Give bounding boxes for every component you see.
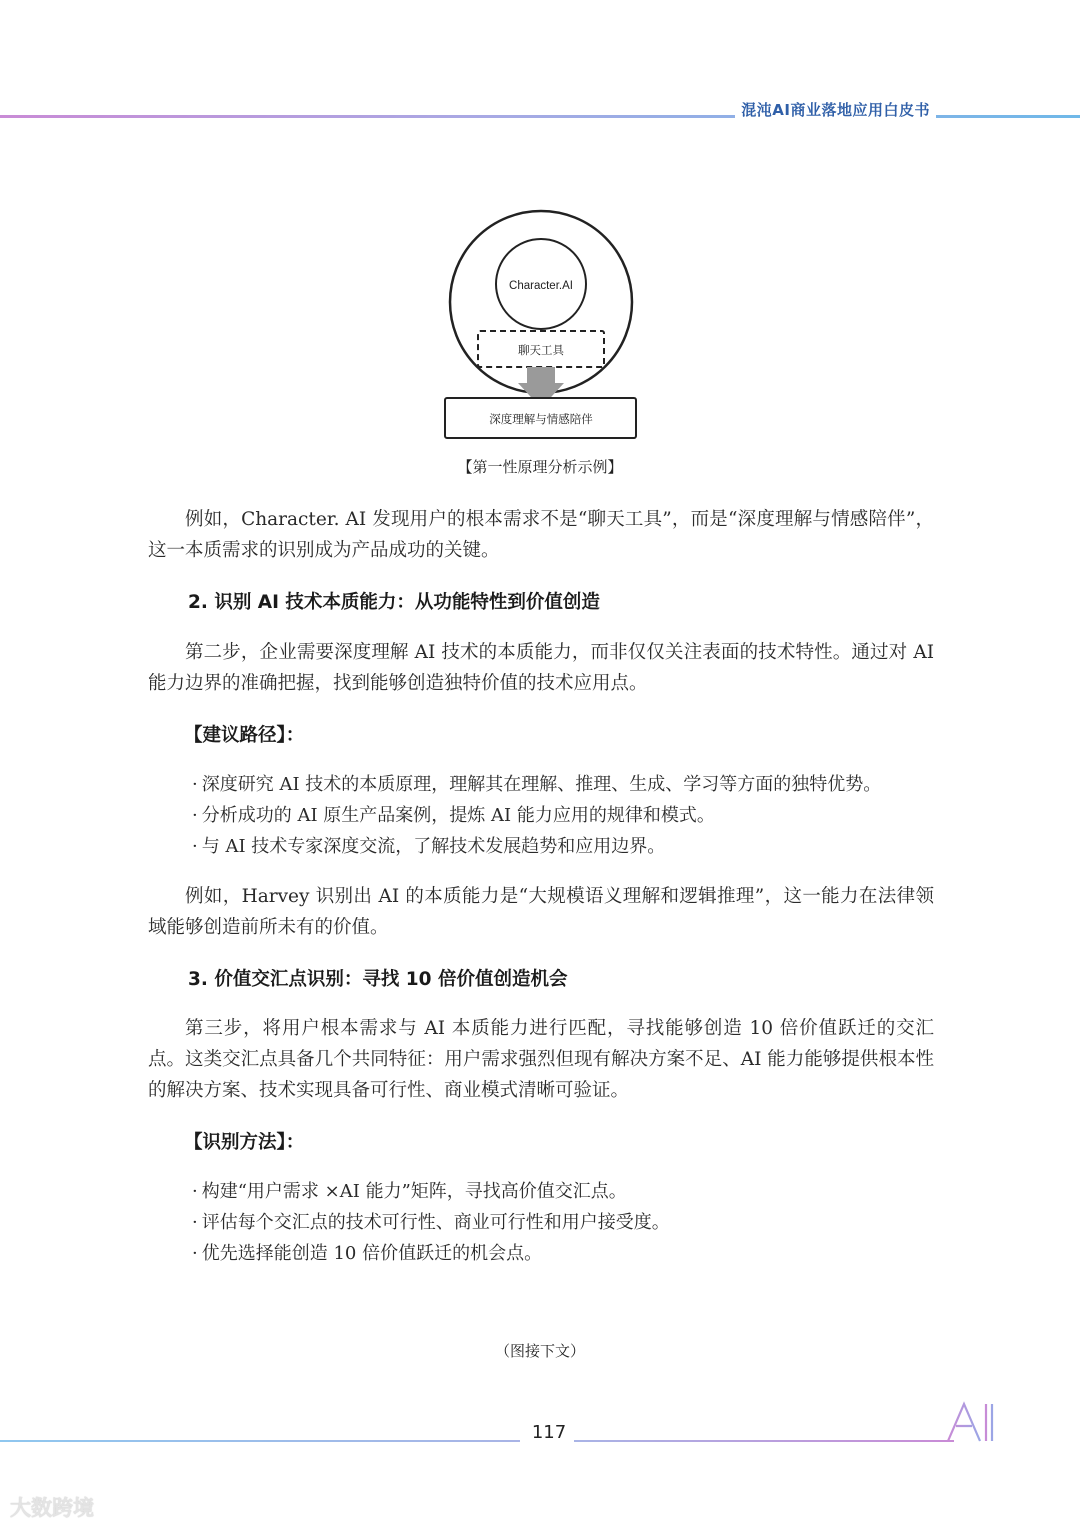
continued-note: （图接下文） — [494, 1342, 585, 1360]
paragraph-4: 第三步，将用户根本需求与 AI 本质能力进行匹配，寻找能够创造 10 倍价值跃迁的交汇点。这类交汇点具备几个共同特征：用户需求强烈但现有解决方案不足、AI 能力能够提供根本性的解决方案、技术实现具备可行性、商业模式清晰可验证。 — [148, 1018, 934, 1101]
page-number: 117 — [531, 1422, 567, 1443]
list-item: · 深度研究 AI 技术的本质原理，理解其在理解、推理、生成、学习等方面的独特优势。 — [192, 769, 952, 800]
watermark: 大数跨境 — [10, 1496, 94, 1520]
header-title: 混沌AI商业落地应用白皮书 — [735, 99, 936, 120]
result-box-label: 深度理解与情感陪伴 — [489, 412, 593, 426]
identify-method-list — [192, 1176, 952, 1269]
ai-logo-icon — [944, 1400, 1080, 1446]
list-item: · 优先选择能创造 10 倍价值跃迁的机会点。 — [192, 1238, 952, 1269]
subheading-suggested-path: 【建议路径】： — [184, 725, 305, 746]
section-heading-3: 3. 价值交汇点识别：寻找 10 倍价值创造机会 — [188, 969, 568, 990]
subheading-identify-method: 【识别方法】： — [184, 1132, 305, 1153]
inner-circle-label: Character.AI — [509, 280, 573, 292]
footer-rule-right — [574, 1440, 954, 1442]
footer-rule-left — [0, 1440, 520, 1442]
dashed-box-label: 聊天工具 — [518, 343, 564, 357]
paragraph-2: 第二步，企业需要深度理解 AI 技术的本质能力，而非仅仅关注表面的技术特性。通过对 AI 能力边界的准确把握，找到能够创造独特价值的技术应用点。 — [148, 642, 934, 694]
suggested-path-list — [192, 769, 952, 862]
list-item: · 与 AI 技术专家深度交流，了解技术发展趋势和应用边界。 — [192, 831, 952, 862]
first-principle-diagram — [440, 205, 640, 445]
paragraph-1: 例如，Character. AI 发现用户的根本需求不是“聊天工具”，而是“深度理解与情感陪伴”，这一本质需求的识别成为产品成功的关键。 — [148, 509, 934, 561]
list-item: · 分析成功的 AI 原生产品案例，提炼 AI 能力应用的规律和模式。 — [192, 800, 952, 831]
paragraph-3: 例如，Harvey 识别出 AI 的本质能力是“大规模语义理解和逻辑推理”，这一能力在法律领域能够创造前所未有的价值。 — [148, 886, 934, 938]
ai-logo-text: AI — [1033, 1430, 1035, 1431]
list-item: · 评估每个交汇点的技术可行性、商业可行性和用户接受度。 — [192, 1207, 952, 1238]
figure-caption: 【第一性原理分析示例】 — [457, 458, 623, 476]
section-heading-2: 2. 识别 AI 技术本质能力：从功能特性到价值创造 — [188, 592, 600, 613]
list-item: · 构建“用户需求 ×AI 能力”矩阵，寻找高价值交汇点。 — [192, 1176, 952, 1207]
